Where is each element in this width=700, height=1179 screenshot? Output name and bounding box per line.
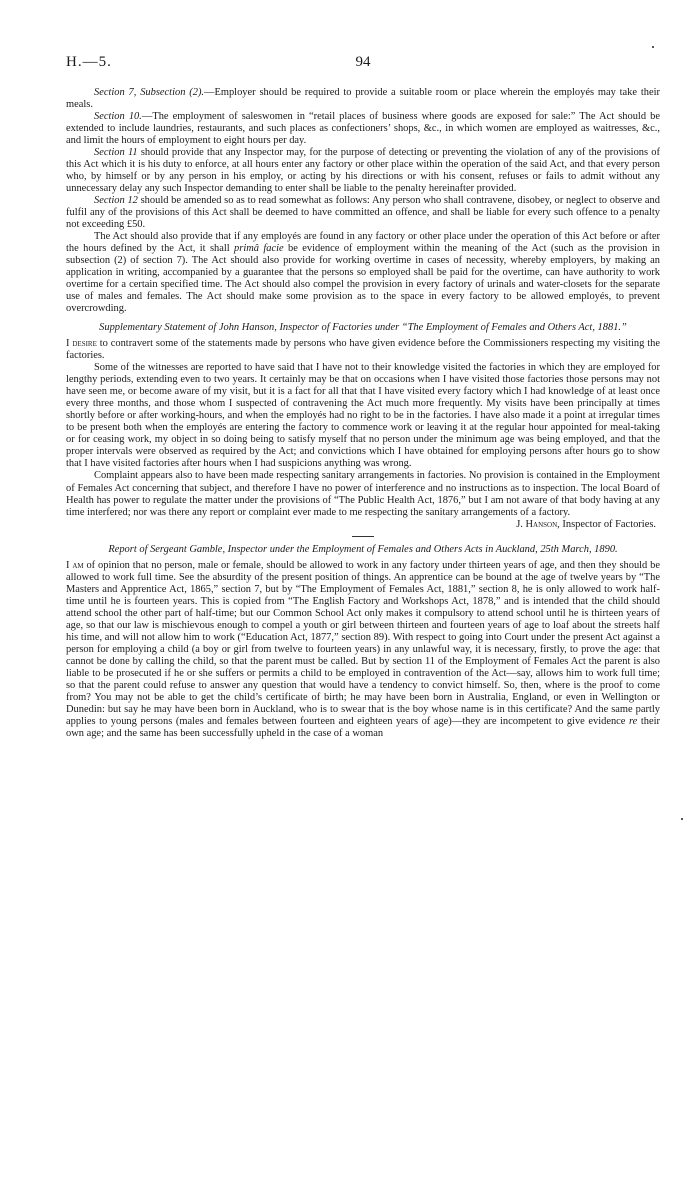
paragraph-section-7: Section 7, Subsection (2).—Employer should be required to provide a suitable room or place wherein the employés may take their meals. <box>66 87 660 111</box>
page-number: 94 <box>355 54 371 70</box>
paragraph-gamble-report: I am of opinion that no person, male or female, should be allowed to work in any factory under thirteen years of age, and then they should be allowed to work full time. See the absurdity of the present position of things. An apprentice can be bound at the age of twelve years by “The Masters and Apprentice Act, 1865,” section 7, but by “The Employment of Females Act, 1881,” section 8, he is only allowed to work half-time until he is fourteen years. This is copied from “The English Factory and Workshops Act, 1878,” and is intended that the child should attend school the other part of half-time; but our Common School Act only makes it compulsory to attend school until he is thirteen years of age, so that our law is mischievous enough to compel a youth or girl between thirteen and fourteen years of age to loaf about the streets half his time, and will not allow him to work (“Education Act, 1877,” section 89). With respect to going into Court under the present Act against a person for employing a child (a boy or girl from twelve to fourteen years) in any unlawful way, it is necessary, firstly, to prove the age: that cannot be done by calling the child, so that the parent must be called. But by section 11 of the Employment of Females Act the parent is also liable to be prosecuted if he or she suffers or permits a child to be employed in contravention of the Act—say, allows him to work full time; so that the parent could refuse to answer any question that would have a tendency to convict himself. So, then, where is the proof to come from? You may not be able to get the child’s certificate of birth; he may have been born in Australia, England, or even in Wellington or Dunedin: but say he may have been born in Auckland, who is to swear that is the boy whose name is in this certificate? And the same partly applies to young persons (males and females between fourteen and eighteen years of age)—they are incompetent to give evidence re their own age; and the same has been successfully upheld in the case of a woman <box>66 559 660 739</box>
scan-speck <box>681 818 683 820</box>
paragraph-section-11: Section 11 should provide that any Inspector may, for the purpose of detecting or preventing the violation of any of the provisions of this Act which it is his duty to enforce, at all hours enter any factory or other place within the operation of the said Act, and that every person who, by himself or by any person in his employ, or acting by his directions or with his consent, refuses or fails to admit without any unnecessary delay any such Inspector demanding to enter shall be liable to the penalty hereinafter provided. <box>66 147 660 195</box>
document-body <box>66 87 660 740</box>
section-heading-gamble: Report of Sergeant Gamble, Inspector under the Employment of Females and Others Acts in Auckland, 25th March, 1890. <box>108 543 618 555</box>
scan-speck <box>652 46 654 48</box>
paragraph-act-provisions: The Act should also provide that if any employés are found in any factory or other place under the operation of this Act before or after the hours defined by the Act, it shall primâ facie be evidence of employment within the meaning of the Act (such as the provision in subsection (2) of section 7). The Act should also provide for working overtime in cases of necessity, whereby employers, by making an application in writing, accompanied by a guarantee that the persons so employed shall be paid for the overtime, can have authority to work overtime for a certain specified time. The Act should also compel the provision in every factory of urinals and water-closets for the separate use of males and females. The Act should make some provision as to the space in every factory to be allowed employés, to prevent overcrowding. <box>66 231 660 315</box>
paragraph-hanson-sanitary: Complaint appears also to have been made respecting sanitary arrangements in factories. No provision is contained in the Employment of Females Act concerning that subject, and therefore I have no power of interference and no instructions as to inspection. The local Board of Health has power to regulate the matter under the provisions of “The Public Health Act, 1876,” but I am not aware of that body having at any time interfered; nor was there any report or complaint ever made to me respecting the sanitary arrangements of a factory. <box>66 470 660 518</box>
paragraph-section-10: Section 10.—The employment of saleswomen in “retail places of business where goods are exposed for sale:” The Act should be extended to include laundries, restaurants, and such places as confectioners’ shops, &c., in which women are employed as waitresses, &c., and limit the hours of employment to eight hours per day. <box>66 111 660 147</box>
section-divider <box>352 536 374 537</box>
paragraph-hanson-intro: I desire to contravert some of the statements made by persons who have given evidence before the Commissioners respecting my visiting the factories. <box>66 338 660 362</box>
paragraph-hanson-visits: Some of the witnesses are reported to have said that I have not to their knowledge visited the factories in which they are employed for lengthy periods, extending even to two years. It certainly may be that on occasions when I have visited those factories those persons may not have seen me, or become aware of my visit, but it is a fact for all that that I have visited every factory which I had knowledge of at least once every three months, and those whom I suspected of contravening the Act much more frequently. My visits have been principally at times shortly before or after working-hours, and when the employés had no right to be in the factories. I have also made it a point at irregular times to be present both when the employés are entering the factory to commence work or leaving it at the regular hour appointed for meal-taking or for ceasing work, my object in so doing being to satisfy myself that no person under the minimum age was being employed, and that the proper intervals were observed as required by the Act; and convictions which I have obtained for employing persons after hours go to show that I have visited factories after hours when I had suspicions anything was wrong. <box>66 362 660 470</box>
document-reference: H.—5. <box>66 54 112 70</box>
paragraph-section-12: Section 12 should be amended so as to read somewhat as follows: Any person who shall contravene, disobey, or neglect to observe and fulfil any of the provisions of this Act shall be deemed to have committed an offence, and shall be liable for every such offence to a penalty not exceeding £50. <box>66 195 660 231</box>
section-heading-hanson: Supplementary Statement of John Hanson, Inspector of Factories under “The Employment of Females and Others Act, 1881.” <box>99 322 627 334</box>
signature-hanson: J. Hanson, Inspector of Factories. <box>516 518 656 530</box>
page-header <box>66 54 660 74</box>
